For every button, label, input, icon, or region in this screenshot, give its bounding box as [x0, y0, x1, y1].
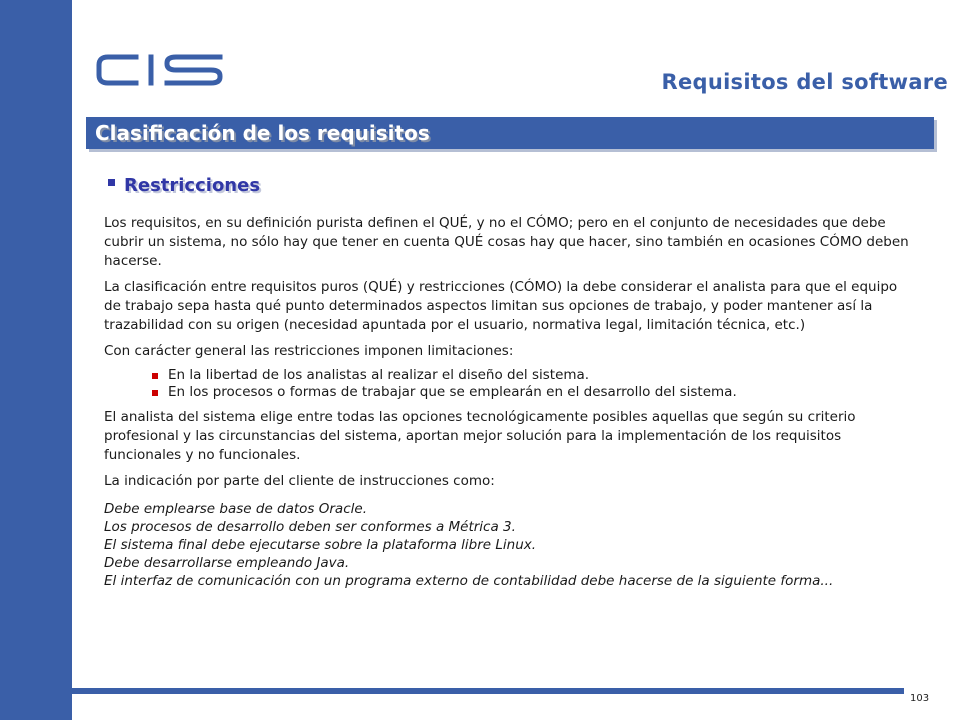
section-title: Requisitos del software	[661, 70, 948, 94]
paragraph: La indicación por parte del cliente de instrucciones como:	[104, 473, 495, 489]
subheading	[106, 175, 260, 196]
slide-title: Clasificación de los requisitos	[95, 121, 430, 145]
examples-block	[104, 500, 916, 590]
red-square-bullet-icon	[152, 390, 158, 396]
cis-logo	[94, 52, 226, 88]
slide-title-bar	[86, 117, 934, 149]
list-item-text: En los procesos o formas de trabajar que se emplearán en el desarrollo del sistema.	[168, 384, 737, 400]
limitations-list	[104, 367, 916, 401]
example-line: Los procesos de desarrollo deben ser conformes a Métrica 3.	[104, 519, 516, 535]
square-bullet-icon	[108, 179, 115, 186]
paragraph: La clasificación entre requisitos puros (QUÉ) y restricciones (CÓMO) la debe considerar el analista para que el equipo de trabajo sepa hasta qué punto determinados aspectos limitan sus opciones de trabajo, y poder mantener así la trazabilidad con su origen (necesidad apuntada por el usuario, normativa legal, limitación técnica, etc.)	[104, 279, 898, 333]
example-line: El sistema final debe ejecutarse sobre la plataforma libre Linux.	[104, 537, 537, 553]
list-item-text: En la libertad de los analistas al realizar el diseño del sistema.	[168, 367, 590, 383]
subheading-label: Restricciones	[124, 175, 261, 196]
page-number: 103	[910, 693, 930, 704]
list-item	[152, 384, 916, 401]
list-item	[152, 367, 916, 384]
slide-body	[104, 214, 916, 590]
paragraph: Los requisitos, en su definición purista definen el QUÉ, y no el CÓMO; pero en el conjunto de necesidades que debe cubrir un sistema, no sólo hay que tener en cuenta QUÉ cosas hay que hacer, sino también en ocasiones CÓMO deben hacerse.	[104, 215, 909, 269]
paragraph: El analista del sistema elige entre todas las opciones tecnológicamente posibles aquellas que según su criterio profesional y las circunstancias del sistema, aportan mejor solución para la implementación de los requisitos funcionales y no funcionales.	[104, 409, 856, 463]
left-accent-bar	[0, 0, 72, 720]
example-line: Debe emplearse base de datos Oracle.	[104, 501, 367, 517]
red-square-bullet-icon	[152, 373, 158, 379]
example-line: El interfaz de comunicación con un programa externo de contabilidad debe hacerse de la siguiente forma...	[104, 573, 834, 589]
paragraph: Con carácter general las restricciones imponen limitaciones:	[104, 343, 514, 359]
example-line: Debe desarrollarse empleando Java.	[104, 555, 350, 571]
bottom-rule	[72, 688, 904, 694]
